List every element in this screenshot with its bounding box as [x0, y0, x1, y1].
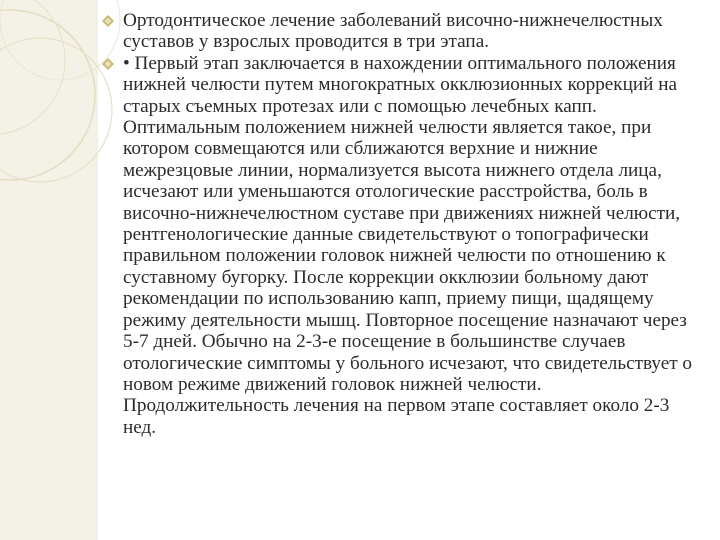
diamond-bullet-icon	[102, 58, 114, 70]
decorative-arc	[0, 10, 95, 180]
decorative-arc	[0, 0, 65, 135]
list-item	[102, 53, 700, 438]
paragraph-first-stage: • Первый этап заключается в нахождении оптимального положения нижней челюсти путем многократных окклюзионных коррекций на старых съемных протезах или с помощью лечебных капп. Оптимальным положением нижней челюсти является такое, при котором совмещаются или сближаются верхние и нижние межрезцовые линии, нормализуется высота нижнего отдела лица, исчезают или уменьшаются отологические расстройства, боль в височно-нижнечелюстном суставе при движениях нижней челюсти, рентгенологические данные свидетельствуют о топографически правильном положении головок нижней челюсти по отношению к суставному бугорку. После коррекции окклюзии больному дают рекомендации по использованию капп, приему пищи, щадящему режиму деятельности мышц. Повторное посещение назначают через 5-7 дней. Обычно на 2-3-е посещение в большинстве случаев отологические симптомы у больного исчезают, что свидетельствует о новом режиме движений головок нижней челюсти. Продолжительность лечения на первом этапе составляет около 2-3 нед.	[123, 52, 693, 438]
diamond-bullet-icon	[102, 15, 114, 27]
paragraph-intro: Ортодонтическое лечение заболеваний височно-нижнечелюстных суставов у взрослых проводится в три этапа.	[123, 10, 663, 53]
slide-body	[102, 10, 700, 438]
list-item	[102, 10, 700, 53]
decorative-arc	[0, 38, 112, 182]
